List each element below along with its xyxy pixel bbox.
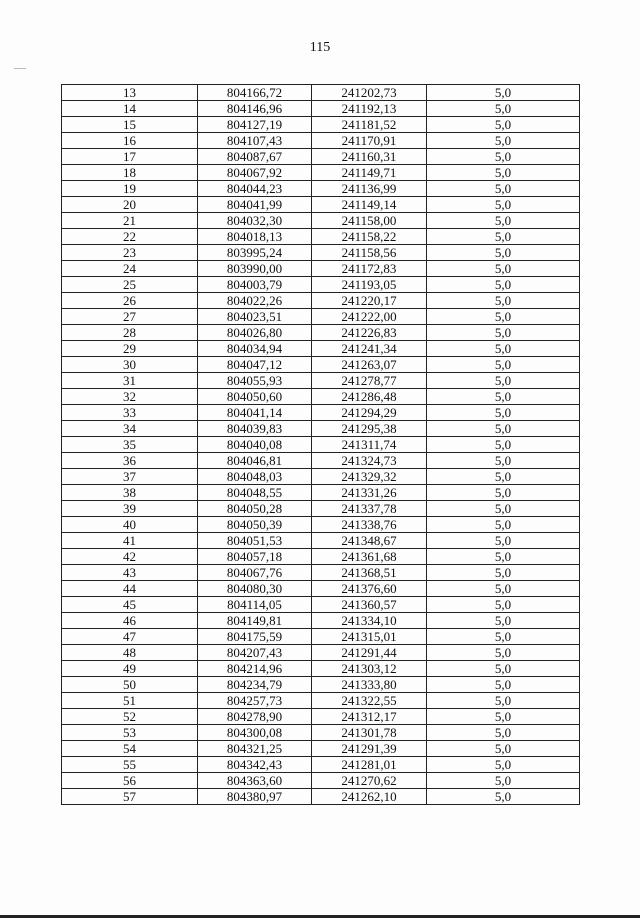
table-row — [62, 229, 580, 245]
table-row — [62, 101, 580, 117]
table-row — [62, 517, 580, 533]
point-number-cell: 38 — [62, 485, 198, 501]
table-row — [62, 197, 580, 213]
accuracy-cell: 5,0 — [427, 117, 580, 133]
accuracy-cell: 5,0 — [427, 757, 580, 773]
x-coordinate-cell: 804146,96 — [198, 101, 312, 117]
accuracy-cell: 5,0 — [427, 373, 580, 389]
accuracy-cell: 5,0 — [427, 133, 580, 149]
accuracy-cell: 5,0 — [427, 229, 580, 245]
y-coordinate-cell: 241160,31 — [312, 149, 427, 165]
y-coordinate-cell: 241334,10 — [312, 613, 427, 629]
y-coordinate-cell: 241303,12 — [312, 661, 427, 677]
accuracy-cell: 5,0 — [427, 549, 580, 565]
accuracy-cell: 5,0 — [427, 453, 580, 469]
table-row — [62, 325, 580, 341]
y-coordinate-cell: 241220,17 — [312, 293, 427, 309]
table-row — [62, 469, 580, 485]
y-coordinate-cell: 241295,38 — [312, 421, 427, 437]
y-coordinate-cell: 241315,01 — [312, 629, 427, 645]
point-number-cell: 22 — [62, 229, 198, 245]
y-coordinate-cell: 241337,78 — [312, 501, 427, 517]
y-coordinate-cell: 241149,71 — [312, 165, 427, 181]
table-row — [62, 405, 580, 421]
y-coordinate-cell: 241136,99 — [312, 181, 427, 197]
x-coordinate-cell: 804321,25 — [198, 741, 312, 757]
x-coordinate-cell: 804380,97 — [198, 789, 312, 805]
y-coordinate-cell: 241172,83 — [312, 261, 427, 277]
table-row — [62, 725, 580, 741]
x-coordinate-cell: 804234,79 — [198, 677, 312, 693]
point-number-cell: 49 — [62, 661, 198, 677]
point-number-cell: 30 — [62, 357, 198, 373]
point-number-cell: 45 — [62, 597, 198, 613]
margin-mark — [14, 68, 26, 69]
point-number-cell: 48 — [62, 645, 198, 661]
point-number-cell: 17 — [62, 149, 198, 165]
accuracy-cell: 5,0 — [427, 645, 580, 661]
point-number-cell: 56 — [62, 773, 198, 789]
y-coordinate-cell: 241338,76 — [312, 517, 427, 533]
x-coordinate-cell: 804041,99 — [198, 197, 312, 213]
point-number-cell: 23 — [62, 245, 198, 261]
point-number-cell: 18 — [62, 165, 198, 181]
table-row — [62, 549, 580, 565]
table-row — [62, 757, 580, 773]
table-row — [62, 437, 580, 453]
x-coordinate-cell: 804046,81 — [198, 453, 312, 469]
x-coordinate-cell: 803990,00 — [198, 261, 312, 277]
table-row — [62, 789, 580, 805]
x-coordinate-cell: 804039,83 — [198, 421, 312, 437]
y-coordinate-cell: 241286,48 — [312, 389, 427, 405]
table-row — [62, 773, 580, 789]
table-row — [62, 149, 580, 165]
accuracy-cell: 5,0 — [427, 277, 580, 293]
point-number-cell: 19 — [62, 181, 198, 197]
x-coordinate-cell: 803995,24 — [198, 245, 312, 261]
table-row — [62, 741, 580, 757]
y-coordinate-cell: 241324,73 — [312, 453, 427, 469]
table-row — [62, 181, 580, 197]
table-row — [62, 629, 580, 645]
table-row — [62, 565, 580, 581]
point-number-cell: 57 — [62, 789, 198, 805]
accuracy-cell: 5,0 — [427, 389, 580, 405]
y-coordinate-cell: 241181,52 — [312, 117, 427, 133]
table-row — [62, 693, 580, 709]
accuracy-cell: 5,0 — [427, 613, 580, 629]
y-coordinate-cell: 241360,57 — [312, 597, 427, 613]
point-number-cell: 44 — [62, 581, 198, 597]
y-coordinate-cell: 241291,44 — [312, 645, 427, 661]
y-coordinate-cell: 241301,78 — [312, 725, 427, 741]
x-coordinate-cell: 804363,60 — [198, 773, 312, 789]
point-number-cell: 32 — [62, 389, 198, 405]
x-coordinate-cell: 804207,43 — [198, 645, 312, 661]
table-row — [62, 341, 580, 357]
point-number-cell: 50 — [62, 677, 198, 693]
x-coordinate-cell: 804048,03 — [198, 469, 312, 485]
point-number-cell: 53 — [62, 725, 198, 741]
accuracy-cell: 5,0 — [427, 85, 580, 101]
table-row — [62, 533, 580, 549]
point-number-cell: 36 — [62, 453, 198, 469]
accuracy-cell: 5,0 — [427, 469, 580, 485]
accuracy-cell: 5,0 — [427, 341, 580, 357]
accuracy-cell: 5,0 — [427, 597, 580, 613]
x-coordinate-cell: 804032,30 — [198, 213, 312, 229]
y-coordinate-cell: 241170,91 — [312, 133, 427, 149]
x-coordinate-cell: 804003,79 — [198, 277, 312, 293]
point-number-cell: 51 — [62, 693, 198, 709]
table-row — [62, 645, 580, 661]
y-coordinate-cell: 241158,56 — [312, 245, 427, 261]
y-coordinate-cell: 241158,22 — [312, 229, 427, 245]
accuracy-cell: 5,0 — [427, 725, 580, 741]
accuracy-cell: 5,0 — [427, 405, 580, 421]
accuracy-cell: 5,0 — [427, 485, 580, 501]
point-number-cell: 52 — [62, 709, 198, 725]
accuracy-cell: 5,0 — [427, 421, 580, 437]
y-coordinate-cell: 241149,14 — [312, 197, 427, 213]
y-coordinate-cell: 241361,68 — [312, 549, 427, 565]
x-coordinate-cell: 804022,26 — [198, 293, 312, 309]
y-coordinate-cell: 241329,32 — [312, 469, 427, 485]
accuracy-cell: 5,0 — [427, 213, 580, 229]
table-row — [62, 357, 580, 373]
table-row — [62, 261, 580, 277]
point-number-cell: 40 — [62, 517, 198, 533]
y-coordinate-cell: 241192,13 — [312, 101, 427, 117]
point-number-cell: 20 — [62, 197, 198, 213]
y-coordinate-cell: 241294,29 — [312, 405, 427, 421]
x-coordinate-cell: 804149,81 — [198, 613, 312, 629]
x-coordinate-cell: 804051,53 — [198, 533, 312, 549]
y-coordinate-cell: 241331,26 — [312, 485, 427, 501]
table-row — [62, 213, 580, 229]
x-coordinate-cell: 804040,08 — [198, 437, 312, 453]
y-coordinate-cell: 241241,34 — [312, 341, 427, 357]
x-coordinate-cell: 804048,55 — [198, 485, 312, 501]
y-coordinate-cell: 241368,51 — [312, 565, 427, 581]
x-coordinate-cell: 804166,72 — [198, 85, 312, 101]
point-number-cell: 55 — [62, 757, 198, 773]
x-coordinate-cell: 804034,94 — [198, 341, 312, 357]
y-coordinate-cell: 241333,80 — [312, 677, 427, 693]
point-number-cell: 31 — [62, 373, 198, 389]
y-coordinate-cell: 241222,00 — [312, 309, 427, 325]
x-coordinate-cell: 804050,39 — [198, 517, 312, 533]
accuracy-cell: 5,0 — [427, 149, 580, 165]
coordinates-table — [61, 84, 580, 805]
x-coordinate-cell: 804087,67 — [198, 149, 312, 165]
table-row — [62, 453, 580, 469]
y-coordinate-cell: 241348,67 — [312, 533, 427, 549]
point-number-cell: 47 — [62, 629, 198, 645]
y-coordinate-cell: 241281,01 — [312, 757, 427, 773]
x-coordinate-cell: 804023,51 — [198, 309, 312, 325]
x-coordinate-cell: 804044,23 — [198, 181, 312, 197]
accuracy-cell: 5,0 — [427, 501, 580, 517]
y-coordinate-cell: 241311,74 — [312, 437, 427, 453]
y-coordinate-cell: 241270,62 — [312, 773, 427, 789]
accuracy-cell: 5,0 — [427, 677, 580, 693]
point-number-cell: 37 — [62, 469, 198, 485]
x-coordinate-cell: 804114,05 — [198, 597, 312, 613]
point-number-cell: 27 — [62, 309, 198, 325]
point-number-cell: 33 — [62, 405, 198, 421]
point-number-cell: 39 — [62, 501, 198, 517]
accuracy-cell: 5,0 — [427, 197, 580, 213]
accuracy-cell: 5,0 — [427, 661, 580, 677]
x-coordinate-cell: 804214,96 — [198, 661, 312, 677]
accuracy-cell: 5,0 — [427, 565, 580, 581]
table-row — [62, 373, 580, 389]
point-number-cell: 42 — [62, 549, 198, 565]
accuracy-cell: 5,0 — [427, 261, 580, 277]
point-number-cell: 25 — [62, 277, 198, 293]
table-row — [62, 613, 580, 629]
accuracy-cell: 5,0 — [427, 709, 580, 725]
accuracy-cell: 5,0 — [427, 181, 580, 197]
point-number-cell: 24 — [62, 261, 198, 277]
point-number-cell: 35 — [62, 437, 198, 453]
table-row — [62, 293, 580, 309]
table-row — [62, 165, 580, 181]
accuracy-cell: 5,0 — [427, 789, 580, 805]
accuracy-cell: 5,0 — [427, 293, 580, 309]
accuracy-cell: 5,0 — [427, 533, 580, 549]
accuracy-cell: 5,0 — [427, 245, 580, 261]
x-coordinate-cell: 804278,90 — [198, 709, 312, 725]
x-coordinate-cell: 804057,18 — [198, 549, 312, 565]
table-row — [62, 309, 580, 325]
x-coordinate-cell: 804175,59 — [198, 629, 312, 645]
x-coordinate-cell: 804041,14 — [198, 405, 312, 421]
accuracy-cell: 5,0 — [427, 693, 580, 709]
point-number-cell: 21 — [62, 213, 198, 229]
accuracy-cell: 5,0 — [427, 165, 580, 181]
table-row — [62, 133, 580, 149]
point-number-cell: 41 — [62, 533, 198, 549]
coordinates-table-body — [62, 85, 580, 805]
point-number-cell: 46 — [62, 613, 198, 629]
y-coordinate-cell: 241158,00 — [312, 213, 427, 229]
x-coordinate-cell: 804067,92 — [198, 165, 312, 181]
point-number-cell: 28 — [62, 325, 198, 341]
table-row — [62, 245, 580, 261]
point-number-cell: 14 — [62, 101, 198, 117]
accuracy-cell: 5,0 — [427, 773, 580, 789]
table-row — [62, 389, 580, 405]
point-number-cell: 54 — [62, 741, 198, 757]
x-coordinate-cell: 804342,43 — [198, 757, 312, 773]
y-coordinate-cell: 241202,73 — [312, 85, 427, 101]
point-number-cell: 34 — [62, 421, 198, 437]
point-number-cell: 15 — [62, 117, 198, 133]
x-coordinate-cell: 804080,30 — [198, 581, 312, 597]
table-row — [62, 485, 580, 501]
x-coordinate-cell: 804055,93 — [198, 373, 312, 389]
y-coordinate-cell: 241376,60 — [312, 581, 427, 597]
accuracy-cell: 5,0 — [427, 101, 580, 117]
accuracy-cell: 5,0 — [427, 581, 580, 597]
table-row — [62, 501, 580, 517]
x-coordinate-cell: 804257,73 — [198, 693, 312, 709]
y-coordinate-cell: 241312,17 — [312, 709, 427, 725]
y-coordinate-cell: 241278,77 — [312, 373, 427, 389]
point-number-cell: 13 — [62, 85, 198, 101]
y-coordinate-cell: 241291,39 — [312, 741, 427, 757]
x-coordinate-cell: 804127,19 — [198, 117, 312, 133]
table-row — [62, 709, 580, 725]
accuracy-cell: 5,0 — [427, 437, 580, 453]
x-coordinate-cell: 804300,08 — [198, 725, 312, 741]
y-coordinate-cell: 241263,07 — [312, 357, 427, 373]
point-number-cell: 29 — [62, 341, 198, 357]
table-row — [62, 661, 580, 677]
x-coordinate-cell: 804018,13 — [198, 229, 312, 245]
table-row — [62, 117, 580, 133]
point-number-cell: 26 — [62, 293, 198, 309]
accuracy-cell: 5,0 — [427, 325, 580, 341]
y-coordinate-cell: 241322,55 — [312, 693, 427, 709]
table-row — [62, 85, 580, 101]
y-coordinate-cell: 241193,05 — [312, 277, 427, 293]
y-coordinate-cell: 241262,10 — [312, 789, 427, 805]
accuracy-cell: 5,0 — [427, 517, 580, 533]
x-coordinate-cell: 804026,80 — [198, 325, 312, 341]
x-coordinate-cell: 804050,60 — [198, 389, 312, 405]
x-coordinate-cell: 804050,28 — [198, 501, 312, 517]
table-row — [62, 421, 580, 437]
page-number: 115 — [309, 40, 331, 55]
point-number-cell: 16 — [62, 133, 198, 149]
accuracy-cell: 5,0 — [427, 629, 580, 645]
x-coordinate-cell: 804067,76 — [198, 565, 312, 581]
table-row — [62, 277, 580, 293]
table-row — [62, 677, 580, 693]
accuracy-cell: 5,0 — [427, 309, 580, 325]
point-number-cell: 43 — [62, 565, 198, 581]
table-row — [62, 581, 580, 597]
y-coordinate-cell: 241226,83 — [312, 325, 427, 341]
x-coordinate-cell: 804047,12 — [198, 357, 312, 373]
x-coordinate-cell: 804107,43 — [198, 133, 312, 149]
accuracy-cell: 5,0 — [427, 741, 580, 757]
table-row — [62, 597, 580, 613]
accuracy-cell: 5,0 — [427, 357, 580, 373]
